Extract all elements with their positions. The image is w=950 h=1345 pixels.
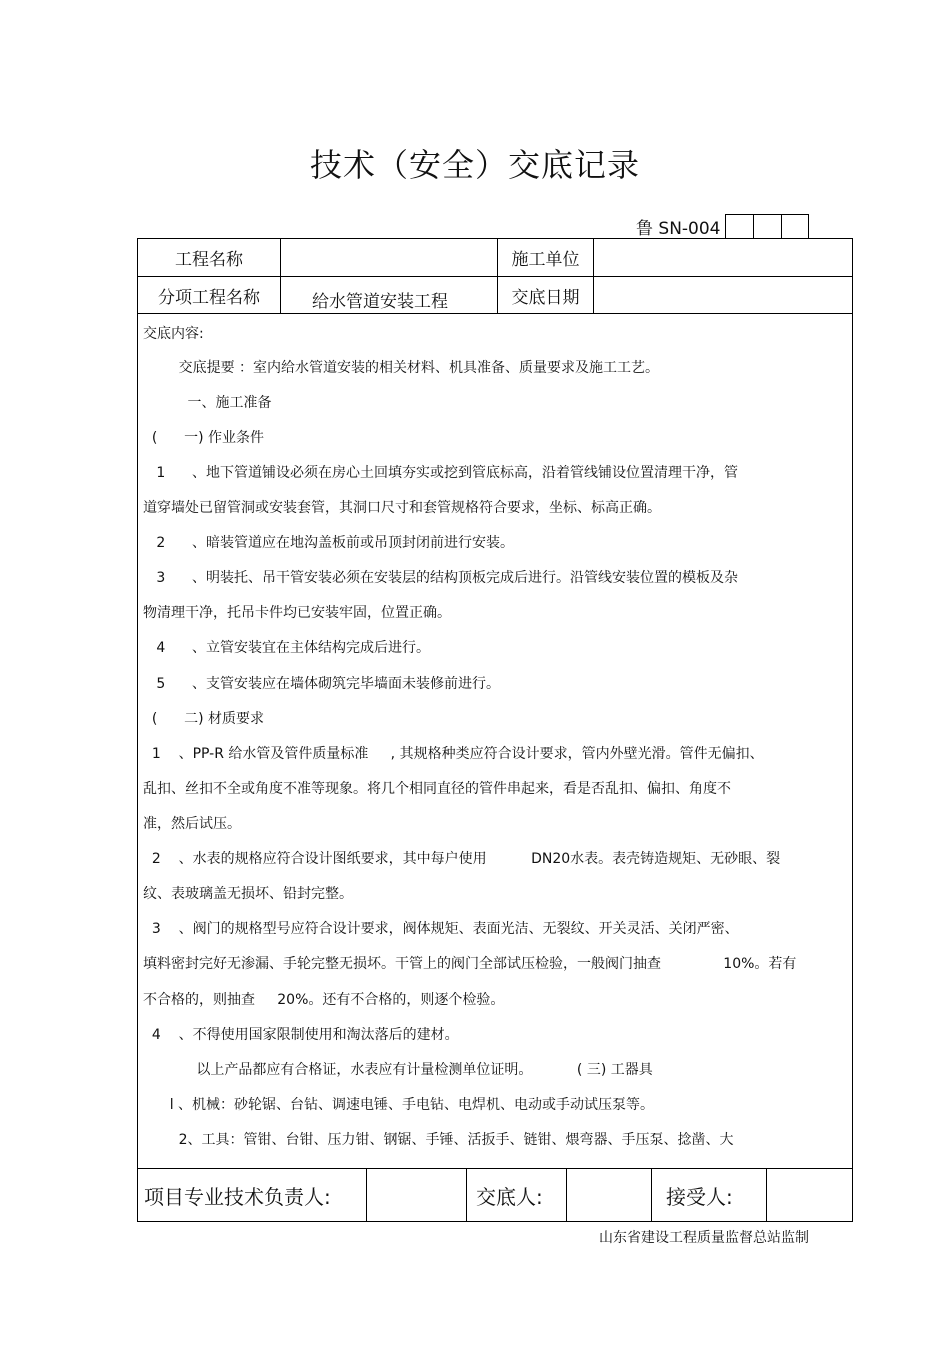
form-code-row (636, 213, 809, 239)
content-line: 物清理干净，托吊卡件均已安装牢固，位置正确。 (143, 605, 451, 621)
construction-unit-value[interactable] (594, 239, 852, 276)
content-line: 纹、表玻璃盖无损坏、铅封完整。 (143, 886, 353, 902)
content-line: 道穿墙处已留管洞或安装套管，其洞口尺寸和套管规格符合要求，坐标、标高正确。 (143, 500, 661, 516)
issuer-note: 山东省建设工程质量监督总站监制 (599, 1230, 809, 1246)
content-line: 2 、水表的规格应符合设计图纸要求，其中每户使用 DN20水表。表壳铸造规矩、无砂眼、裂 (143, 851, 781, 867)
tech-lead-label: 项目专业技术负责人: (144, 1184, 331, 1209)
briefer-signature[interactable] (567, 1169, 651, 1221)
content-line: 1 、地下管道铺设必须在房心土回填夯实或挖到管底标高，沿着管线铺设位置清理干净，管 (143, 465, 738, 481)
sub-project-label: 分项工程名称 (158, 287, 260, 308)
content-line: l 、机械：砂轮锯、台钻、调速电锤、手电钻、电焊机、电动或手动试压泵等。 (143, 1097, 655, 1113)
content-line: 4 、立管安装宜在主体结构完成后进行。 (143, 640, 430, 656)
content-line: 交底提要 ：室内给水管道安装的相关材料、机具准备、质量要求及施工工艺。 (143, 360, 660, 376)
col-divider (651, 1168, 652, 1221)
form-code: 鲁 SN-004 (636, 218, 721, 239)
content-line: 2、工具：管钳、台钳、压力钳、钢锯、手锤、活扳手、链钳、煨弯器、手压泵、捻凿、大 (143, 1132, 734, 1148)
content-line: ( 二) 材质要求 (143, 711, 264, 727)
sub-project-value[interactable]: 给水管道安装工程 (312, 291, 448, 312)
date-value[interactable] (594, 277, 852, 313)
content-line: 5 、支管安装应在墙体砌筑完毕墙面未装修前进行。 (143, 676, 500, 692)
receiver-signature[interactable] (767, 1169, 852, 1221)
form-code-box[interactable] (753, 214, 781, 239)
project-name-value[interactable] (281, 239, 497, 276)
content-line: 3 、阀门的规格型号应符合设计要求，阀体规矩、表面光洁、无裂纹、开关灵活、关闭严密、 (143, 921, 739, 937)
content-line: 1 、PP-R 给水管及管件质量标准 , 其规格种类应符合设计要求，管内外壁光滑。管件无偏扣、 (143, 746, 764, 762)
tech-lead-signature[interactable] (367, 1169, 466, 1221)
project-name-label: 工程名称 (175, 250, 243, 270)
date-label: 交底日期 (511, 287, 580, 308)
content-line: 4 、不得使用国家限制使用和淘汰落后的建材。 (143, 1027, 459, 1043)
content-line: 乱扣、丝扣不全或角度不准等现象。将几个相同直径的管件串起来，看是否乱扣、偏扣、角度不 (143, 781, 731, 797)
content-line: 以上产品都应有合格证，水表应有计量检测单位证明。 ( 三) 工器具 (143, 1062, 653, 1078)
content-line: 不合格的，则抽查 20%。还有不合格的，则逐个检验。 (143, 992, 505, 1008)
content-line: ( 一) 作业条件 (143, 430, 264, 446)
construction-unit-label: 施工单位 (511, 250, 580, 270)
col-divider (466, 1168, 467, 1221)
briefing-content (143, 325, 849, 1165)
content-line: 填料密封完好无渗漏、手轮完整无损坏。干管上的阀门全部试压检验，一般阀门抽查 10%。若有 (143, 956, 797, 972)
content-line: 3 、明装托、吊干管安装必须在安装层的结构顶板完成后进行。沿管线安装位置的模板及杂 (143, 570, 738, 586)
content-line: 2 、暗装管道应在地沟盖板前或吊顶封闭前进行安装。 (143, 535, 514, 551)
page-title: 技术（安全）交底记录 (309, 146, 640, 184)
record-form (137, 238, 853, 1222)
content-line: 准，然后试压。 (143, 816, 241, 832)
form-code-box[interactable] (781, 214, 809, 239)
receiver-label: 接受人: (666, 1184, 733, 1209)
form-code-box[interactable] (725, 214, 753, 239)
content-line: 交底内容: (143, 326, 204, 342)
content-line: 一、施工准备 (143, 395, 272, 411)
briefer-label: 交底人: (476, 1184, 543, 1209)
